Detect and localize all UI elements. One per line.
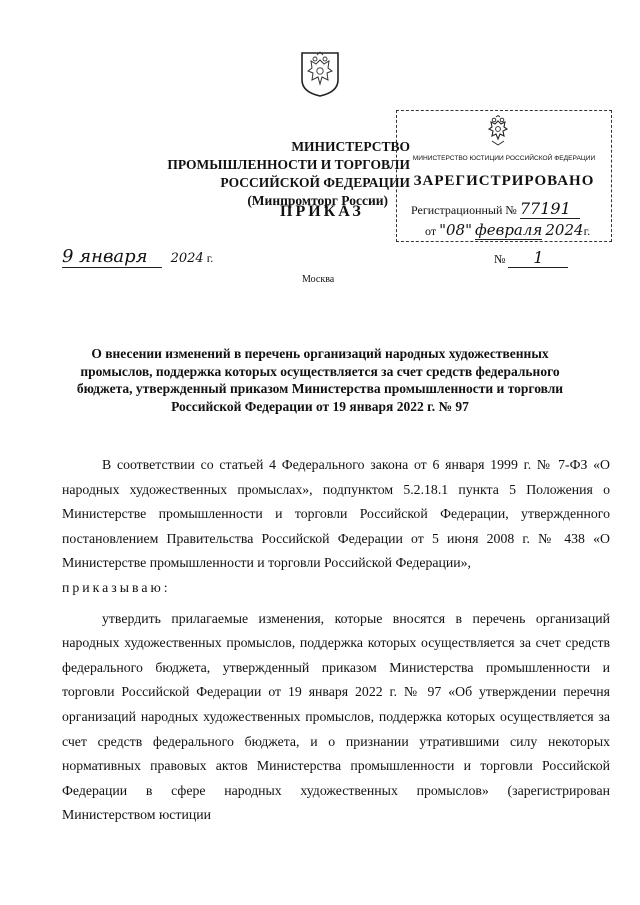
order-date-handwritten: 9 января bbox=[62, 246, 162, 268]
registration-stamp bbox=[396, 110, 612, 242]
order-date bbox=[62, 246, 213, 268]
ministry-header bbox=[140, 138, 410, 210]
stamp-reg-label: Регистрационный № bbox=[411, 203, 517, 217]
body-paragraph-2: утвердить прилагаемые изменения, которые вносятся в перечень организаций народных художественных промыслов, поддержка которых осуществляется за счет средств федерального бюджета, утвержденный приказом Министерства промышленности и торговли Российской Федерации от 19 января 2022 г. № 97 «Об утверждении перечня организаций народных художественных промыслов, поддержка которых осуществляется за счет средств федерального бюджета, и о признании утратившими силу некоторых нормативных правовых актов Министерства промышленности и торговли Российской Федерации в сфере народных художественных промыслов» (зарегистрирован Министерством юстиции bbox=[62, 610, 610, 823]
document-body bbox=[62, 453, 610, 828]
order-year: 2024 bbox=[170, 251, 204, 266]
document-title: О внесении изменений в перечень организаций народных художественных промыслов, поддержка которых осуществляется за счет средств федерального бюджета, утвержденный приказом Министерства промышленности и торговли Российской Федерации от 19 января 2022 г. № 97 bbox=[76, 346, 564, 414]
stamp-date-day: "08" bbox=[439, 221, 472, 239]
stamp-date-year: 2024 bbox=[545, 221, 584, 239]
stamp-date-suffix: г. bbox=[583, 224, 591, 238]
stamp-date-prefix: от bbox=[425, 224, 437, 238]
stamp-status: ЗАРЕГИСТРИРОВАНО bbox=[413, 173, 595, 189]
body-paragraph-1: В соответствии со статьей 4 Федерального закона от 6 января 1999 г. № 7-ФЗ «О народных художественных промыслах», подпунктом 5.2.18.1 пункта 5 Положения о Министерстве промышленности и торговли Российской Федерации, утвержденного постановлением Правительства Российской Федерации от 5 июня 2008 г. № 438 «О Министерстве промышленности и торговли Российской Федерации», bbox=[62, 457, 610, 571]
stamp-date-month: февраля bbox=[474, 221, 543, 239]
stamp-registration-date bbox=[425, 221, 590, 240]
stamp-reg-number-value: 77191 bbox=[520, 199, 580, 219]
order-number bbox=[494, 248, 568, 268]
city: Москва bbox=[302, 274, 335, 285]
order-number-value: 1 bbox=[508, 248, 568, 268]
stamp-emblem-icon bbox=[483, 115, 513, 147]
ministry-name-line2: РОССИЙСКОЙ ФЕДЕРАЦИИ bbox=[220, 175, 410, 190]
order-year-suffix: г. bbox=[206, 251, 214, 265]
ministry-name-line1: МИНИСТЕРСТВО ПРОМЫШЛЕННОСТИ И ТОРГОВЛИ bbox=[167, 139, 410, 172]
stamp-organization: МИНИСТЕРСТВО ЮСТИЦИИ РОССИЙСКОЙ ФЕДЕРАЦИИ bbox=[412, 155, 596, 162]
order-number-label: № bbox=[494, 252, 506, 266]
stamp-registration-number bbox=[411, 199, 580, 219]
document-type: ПРИКАЗ bbox=[280, 203, 364, 220]
coat-of-arms-icon bbox=[299, 50, 341, 98]
ministry-short-name: (Минпромторг России) bbox=[247, 193, 388, 208]
prikazyvayu: приказываю: bbox=[62, 579, 171, 595]
